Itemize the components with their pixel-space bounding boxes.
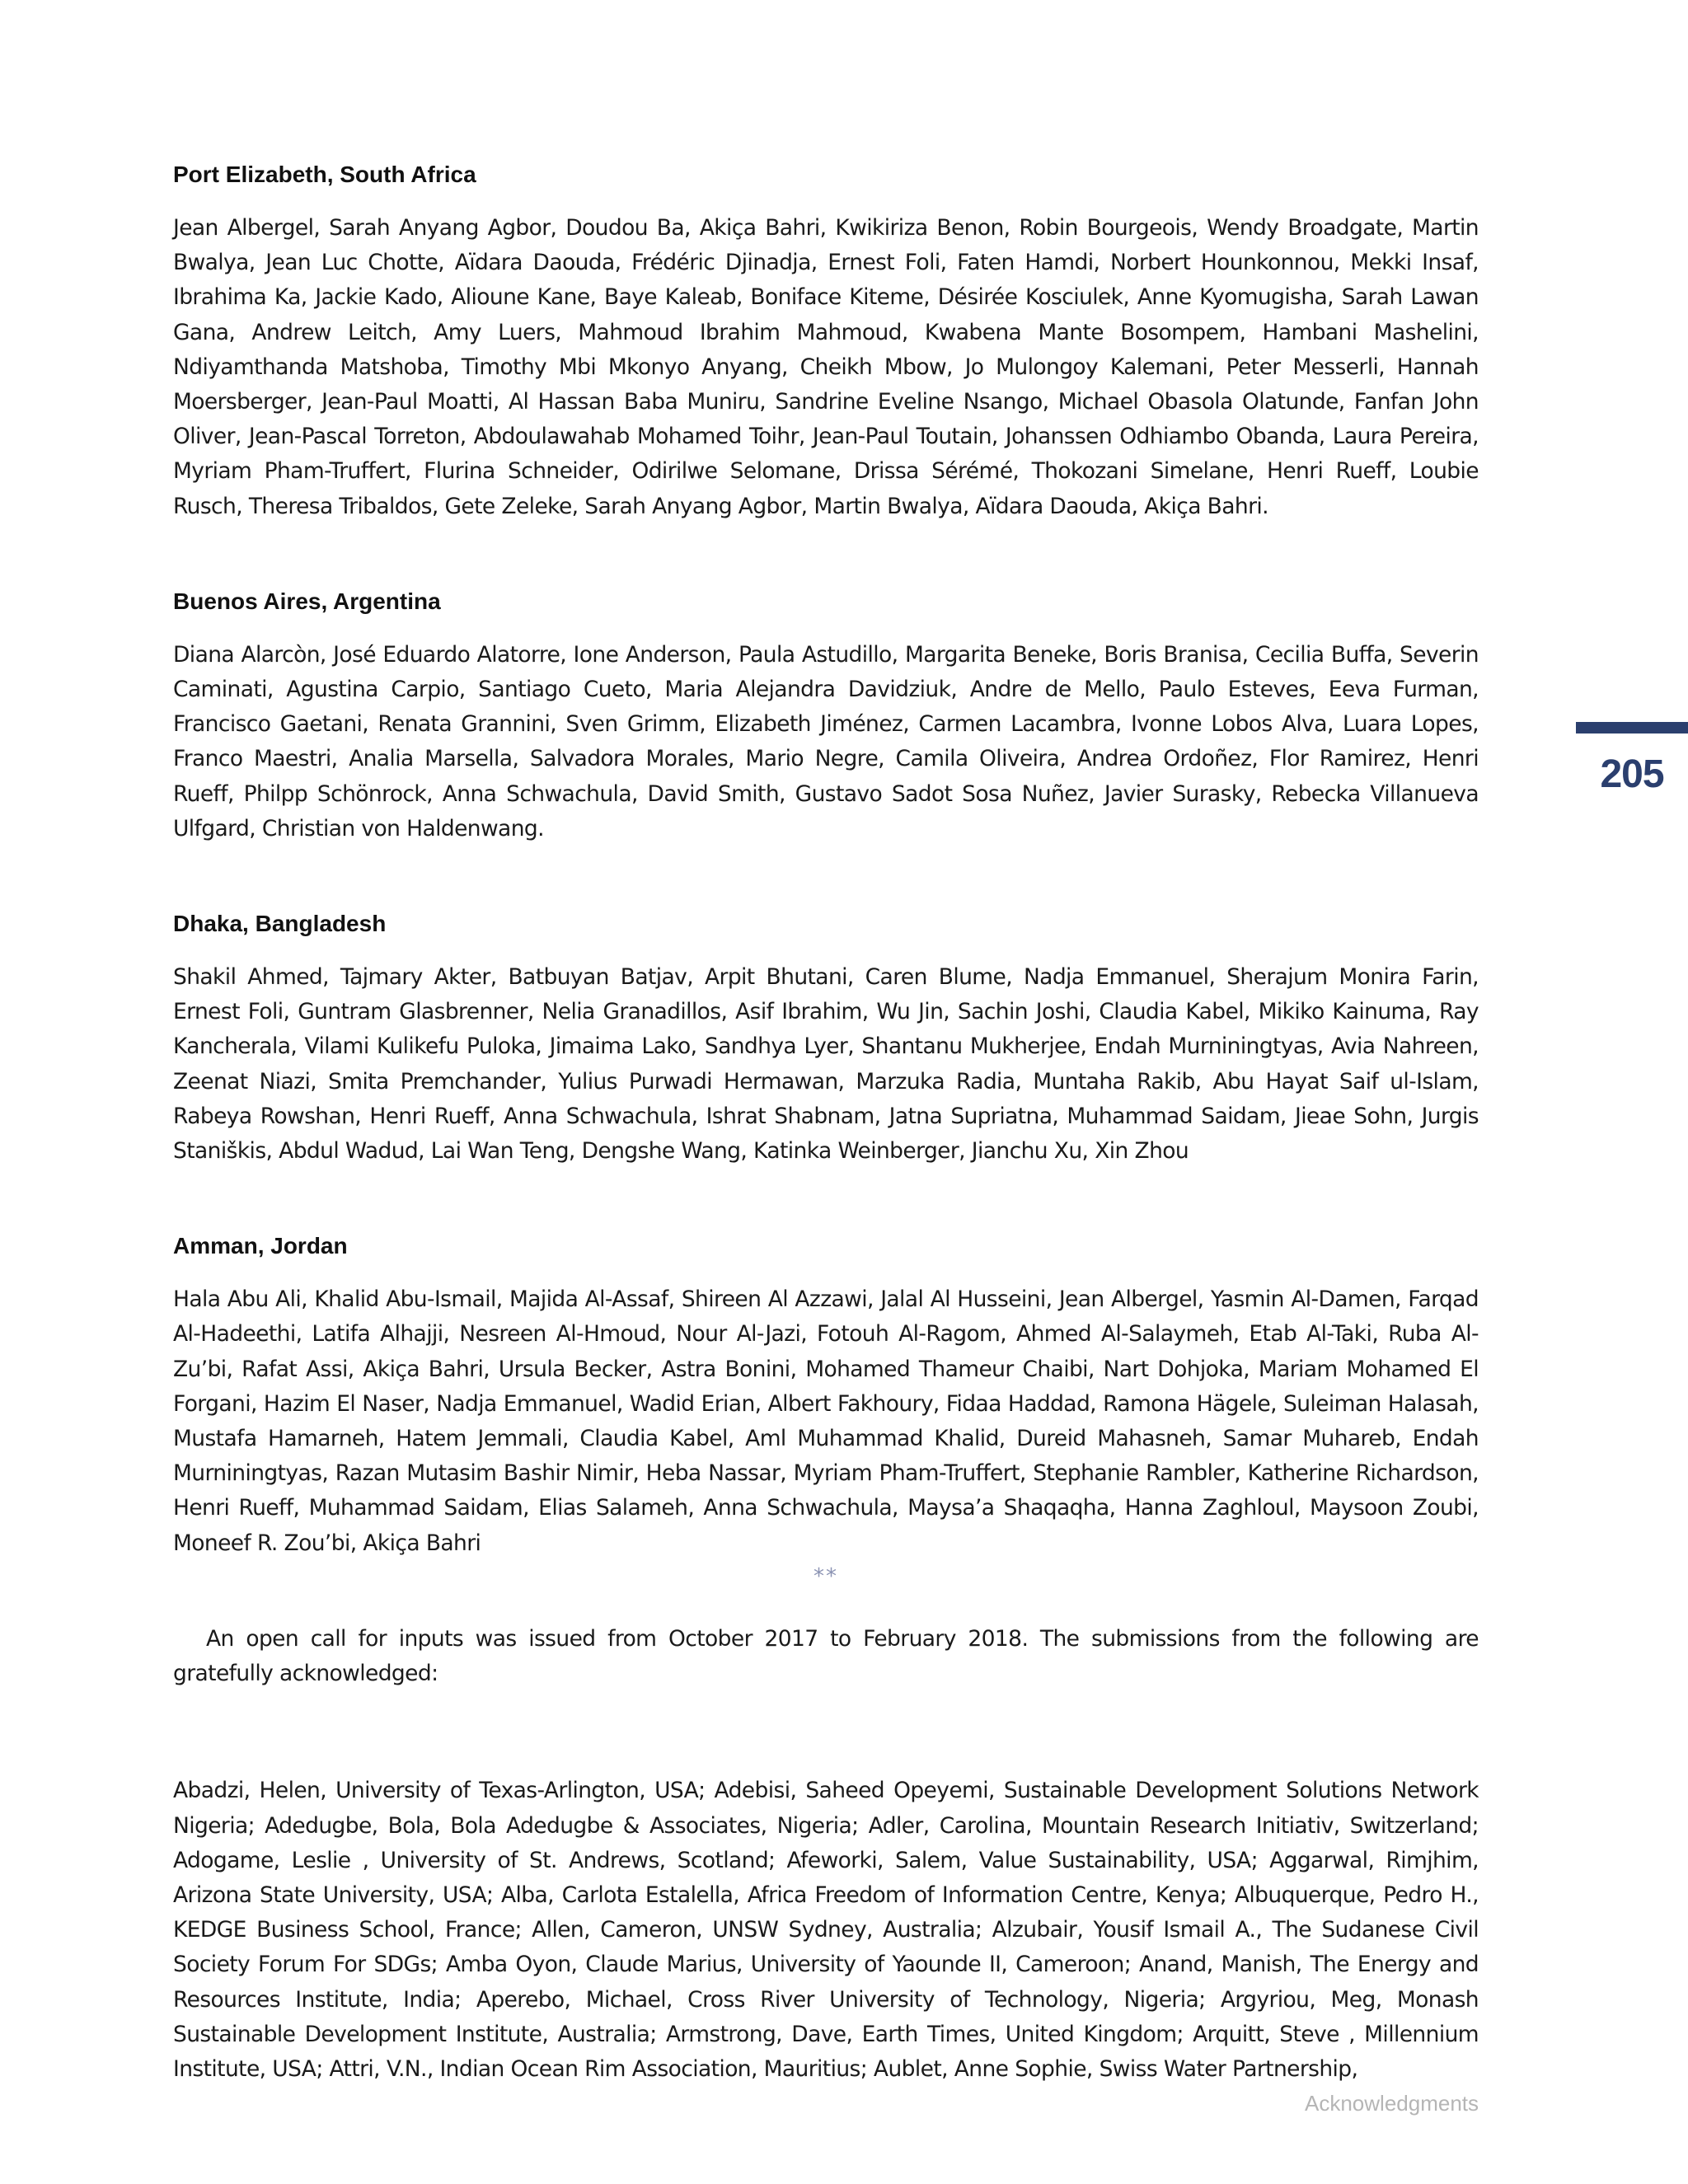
running-footer: Acknowledgments xyxy=(1305,2091,1479,2116)
page-tab-bar xyxy=(1576,722,1688,733)
section-buenos-aires xyxy=(173,583,1479,846)
page-content xyxy=(173,157,1479,2087)
submissions-list: Abadzi, Helen, University of Texas-Arlington, USA; Adebisi, Saheed Opeyemi, Sustainable Development Solutions Network Nigeria; Adedugbe, Bola, Bola Adedugbe & Associates, Nigeria; Adler, Carolina, Mountain Research Initiativ, Switzerland; Adogame, Leslie , University of St. Andrews, Scotland; Afeworki, Salem, Value Sustainability, USA; Aggarwal, Rimjhim, Arizona State University, USA; Alba, Carlota Estalella, Africa Freedom of Information Centre, Kenya; Albuquerque, Pedro H., KEDGE Business School, France; Allen, Cameron, UNSW Sydney, Australia; Alzubair, Yousif Ismail A., The Sudanese Civil Society Forum For SDGs; Amba Oyon, Claude Marius, University of Yaounde II, Cameroon; Anand, Manish, The Energy and Resources Institute, India; Aperebo, Michael, Cross River University of Technology, Nigeria; Argyriou, Meg, Monash Sustainable Development Institute, Australia; Armstrong, Dave, Earth Times, United Kingdom; Arquitt, Steve , Millennium Institute, USA; Attri, V.N., Indian Ocean Rim Association, Mauritius; Aublet, Anne Sophie, Swiss Water Partnership, xyxy=(173,1778,1479,2082)
section-amman xyxy=(173,1228,1479,1561)
section-separator: ** xyxy=(814,1563,838,1589)
page-number: 205 xyxy=(1600,752,1664,796)
section-body: Hala Abu Ali, Khalid Abu-Ismail, Majida Al-Assaf, Shireen Al Azzawi, Jalal Al Husseini, Jean Albergel, Yasmin Al-Damen, Farqad Al-Hadeethi, Latifa Alhajji, Nesreen Al-Hmoud, Nour Al-Jazi, Fotouh Al-Ragom, Ahmed Al-Salaymeh, Etab Al-Taki, Ruba Al-Zu’bi, Rafat Assi, Akiça Bahri, Ursula Becker, Astra Bonini, Mohamed Thameur Chaibi, Nart Dohjoka, Mariam Mohamed El Forgani, Hazim El Naser, Nadja Emmanuel, Wadid Erian, Albert Fakhoury, Fidaa Haddad, Ramona Hägele, Suleiman Halasah, Mustafa Hamarneh, Hatem Jemmali, Claudia Kabel, Aml Muhammad Khalid, Dureid Mahasneh, Samar Muhareb, Endah Murniningtyas, Razan Mutasim Bashir Nimir, Heba Nassar, Myriam Pham-Truffert, Stephanie Rambler, Katherine Richardson, Henri Rueff, Muhammad Saidam, Elias Salameh, Anna Schwachula, Maysa’a Shaqaqha, Hanna Zaghloul, Maysoon Zoubi, Moneef R. Zou’bi, Akiça Bahri xyxy=(173,1286,1479,1556)
open-call-intro: An open call for inputs was issued from October 2017 to February 2018. The submissions from the following are gratefully acknowledged: xyxy=(173,1625,1479,1687)
section-dhaka xyxy=(173,906,1479,1169)
section-heading: Dhaka, Bangladesh xyxy=(173,911,387,937)
section-body: Diana Alarcòn, José Eduardo Alatorre, Ione Anderson, Paula Astudillo, Margarita Beneke, Boris Branisa, Cecilia Buffa, Severin Caminati, Agustina Carpio, Santiago Cueto, Maria Alejandra Davidziuk, Andre de Mello, Paulo Esteves, Eeva Furman, Francisco Gaetani, Renata Grannini, Sven Grimm, Elizabeth Jiménez, Carmen Lacambra, Ivonne Lobos Alva, Luara Lopes, Franco Maestri, Analia Marsella, Salvadora Morales, Mario Negre, Camila Oliveira, Andrea Ordoñez, Flor Ramirez, Henri Rueff, Philpp Schönrock, Anna Schwachula, David Smith, Gustavo Sadot Sosa Nuñez, Javier Surasky, Rebecka Villanueva Ulfgard, Christian von Haldenwang. xyxy=(173,641,1479,841)
section-port-elizabeth xyxy=(173,157,1479,524)
section-body: Jean Albergel, Sarah Anyang Agbor, Doudou Ba, Akiça Bahri, Kwikiriza Benon, Robin Bourgeois, Wendy Broadgate, Martin Bwalya, Jean Luc Chotte, Aïdara Daouda, Frédéric Djinadja, Ernest Foli, Faten Hamdi, Norbert Hounkonnou, Mekki Insaf, Ibrahima Ka, Jackie Kado, Alioune Kane, Baye Kaleab, Boniface Kiteme, Désirée Kosciulek, Anne Kyomugisha, Sarah Lawan Gana, Andrew Leitch, Amy Luers, Mahmoud Ibrahim Mahmoud, Kwabena Mante Bosompem, Hambani Mashelini, Ndiyamthanda Matshoba, Timothy Mbi Mkonyo Anyang, Cheikh Mbow, Jo Mulongoy Kalemani, Peter Messerli, Hannah Moersberger, Jean-Paul Moatti, Al Hassan Baba Muniru, Sandrine Eveline Nsango, Michael Obasola Olatunde, Fanfan John Oliver, Jean-Pascal Torreton, Abdoulawahab Mohamed Toihr, Jean-Paul Toutain, Johanssen Odhiambo Obanda, Laura Pereira, Myriam Pham-Truffert, Flurina Schneider, Odirilwe Selomane, Drissa Sérémé, Thokozani Simelane, Henri Rueff, Loubie Rusch, Theresa Tribaldos, Gete Zeleke, Sarah Anyang Agbor, Martin Bwalya, Aïdara Daouda, Akiça Bahri. xyxy=(173,215,1479,519)
section-heading: Port Elizabeth, South Africa xyxy=(173,162,476,187)
section-heading: Buenos Aires, Argentina xyxy=(173,588,441,614)
section-heading: Amman, Jordan xyxy=(173,1233,348,1259)
section-body: Shakil Ahmed, Tajmary Akter, Batbuyan Batjav, Arpit Bhutani, Caren Blume, Nadja Emmanuel, Sherajum Monira Farin, Ernest Foli, Guntram Glasbrenner, Nelia Granadillos, Asif Ibrahim, Wu Jin, Sachin Joshi, Claudia Kabel, Mikiko Kainuma, Ray Kancherala, Vilami Kulikefu Puloka, Jimaima Lako, Sandhya Lyer, Shantanu Mukherjee, Endah Murniningtyas, Avia Nahreen, Zeenat Niazi, Smita Premchander, Yulius Purwadi Hermawan, Marzuka Radia, Muntaha Rakib, Abu Hayat Saif ul-Islam, Rabeya Rowshan, Henri Rueff, Anna Schwachula, Ishrat Shabnam, Jatna Supriatna, Muhammad Saidam, Jieae Sohn, Jurgis Staniškis, Abdul Wadud, Lai Wan Teng, Dengshe Wang, Katinka Weinberger, Jianchu Xu, Xin Zhou xyxy=(173,964,1479,1165)
